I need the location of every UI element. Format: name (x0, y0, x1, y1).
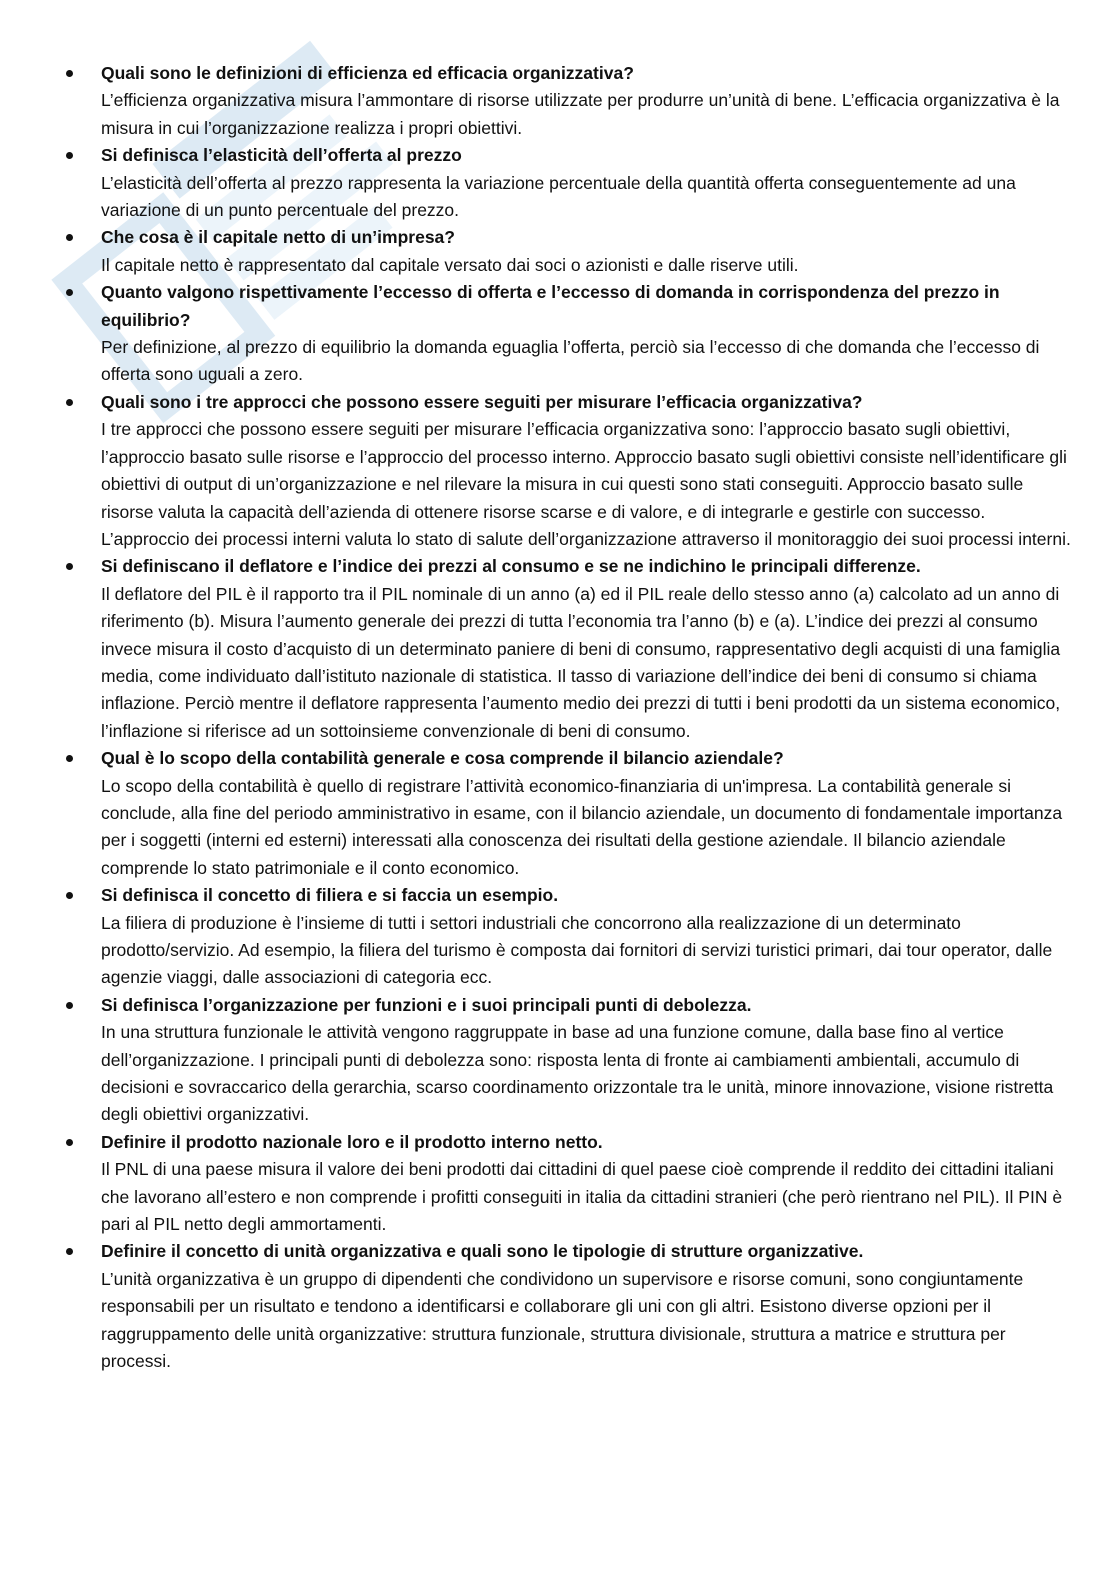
list-item (66, 745, 1076, 882)
bullet-icon (66, 1002, 73, 1009)
question-text: Si definiscano il deflatore e l’indice dei prezzi al consumo e se ne indichino le principali differenze. (101, 556, 921, 577)
list-item (66, 882, 1076, 992)
question-text: Si definisca il concetto di filiera e si faccia un esempio. (101, 885, 559, 906)
bullet-icon (66, 399, 73, 406)
bullet-icon (66, 289, 73, 296)
answer-text: I tre approcci che possono essere seguiti per misurare l’efficacia organizzativa sono: l’approccio basato sugli obiettivi, l’approccio basato sulle risorse e l’approccio del processo interno. Approccio basato sugli obiettivi consiste nell’identificare gli obiettivi di output di un’organizzazione e nel rilevare la misura in cui questi sono stati conseguiti. Approccio basato sulle risorse valuta la capacità dell’azienda di ottenere risorse scarse e di valore, e di integrarle e gestirle con successo. L’approccio dei processi interni valuta lo stato di salute dell’organizzazione attraverso il monitoraggio dei suoi processi interni. (101, 419, 1071, 549)
bullet-icon (66, 1139, 73, 1146)
answer-text: Lo scopo della contabilità è quello di registrare l’attività economico-finanziaria di un'impresa. La contabilità generale si conclude, alla fine del periodo amministrativo in esame, con il bilancio aziendale, un documento di fondamentale importanza per i soggetti (interni ed esterni) interessati alla conoscenza dei risultati della gestione aziendale. Il bilancio aziendale comprende lo stato patrimoniale e il conto economico. (101, 775, 1063, 878)
bullet-icon (66, 563, 73, 570)
answer-text: La filiera di produzione è l’insieme di tutti i settori industriali che concorrono alla realizzazione di un determinato prodotto/servizio. Ad esempio, la filiera del turismo è composta dai fornitori di servizi turistici primari, dai tour operator, dalle agenzie viaggi, dalle associazioni di categoria ecc. (101, 912, 1053, 988)
list-item (66, 1129, 1076, 1239)
bullet-icon (66, 152, 73, 159)
list-item (66, 992, 1076, 1129)
answer-text: L’elasticità dell’offerta al prezzo rappresenta la variazione percentuale della quantità offerta conseguentemente ad una variazione di un punto percentuale del prezzo. (101, 172, 1016, 221)
answer-text: Per definizione, al prezzo di equilibrio la domanda eguaglia l’offerta, perciò sia l’eccesso di che domanda che l’eccesso di offerta sono uguali a zero. (101, 337, 1040, 385)
question-text: Quali sono i tre approcci che possono essere seguiti per misurare l’efficacia organizzativa? (101, 391, 863, 412)
question-text: Che cosa è il capitale netto di un’impresa? (101, 227, 455, 248)
question-text: Quanto valgono rispettivamente l’eccesso di offerta e l’eccesso di domanda in corrispondenza del prezzo in equilibrio? (101, 282, 1000, 330)
list-item (66, 1238, 1076, 1375)
list-item (66, 60, 1076, 142)
answer-text: Il PNL di una paese misura il valore dei beni prodotti dai cittadini di quel paese cioè comprende il reddito dei cittadini italiani che lavorano all’estero e non comprende i profitti conseguiti in italia da cittadini stranieri (che però rientrano nel PIL). Il PIN è pari al PIL netto degli ammortamenti. (101, 1159, 1063, 1235)
question-text: Si definisca l’organizzazione per funzioni e i suoi principali punti di debolezza. (101, 994, 752, 1015)
question-text: Si definisca l’elasticità dell’offerta al prezzo (101, 145, 462, 166)
list-item (66, 142, 1076, 224)
bullet-icon (66, 755, 73, 762)
bullet-icon (66, 70, 73, 77)
question-text: Definire il prodotto nazionale loro e il prodotto interno netto. (101, 1131, 603, 1152)
question-text: Definire il concetto di unità organizzativa e quali sono le tipologie di strutture organizzative. (101, 1241, 864, 1262)
answer-text: L’unità organizzativa è un gruppo di dipendenti che condividono un supervisore e risorse comuni, sono congiuntamente responsabili per un risultato e tendono a identificarsi e collaborare gli uni con gli altri. Esistono diverse opzioni per il raggruppamento delle unità organizzative: struttura funzionale, struttura divisionale, struttura a matrice e struttura per processi. (101, 1268, 1024, 1372)
bullet-icon (66, 892, 73, 899)
list-item (66, 389, 1076, 553)
list-item (66, 224, 1076, 279)
question-text: Quali sono le definizioni di efficienza ed efficacia organizzativa? (101, 63, 634, 83)
bullet-icon (66, 234, 73, 241)
answer-text: Il deflatore del PIL è il rapporto tra il PIL nominale di un anno (a) ed il PIL reale dello stesso anno (a) calcolato ad un anno di riferimento (b). Misura l’aumento generale dei prezzi di tutta l’economia tra l’anno (b) e (a). L’indice dei prezzi al consumo invece misura il costo d’acquisto di un determinato paniere di beni di consumo, rappresentativo degli acquisti di una famiglia media, come individuato dall’istituto nazionale di statistica. Il tasso di variazione dell’indice dei beni di consumo si chiama inflazione. Perciò mentre il deflatore rappresenta l’aumento medio dei prezzi di tutti i beni prodotti da un sistema economico, l’inflazione si riferisce ad un sottoinsieme convenzionale di beni di consumo. (101, 583, 1061, 741)
answer-text: In una struttura funzionale le attività vengono raggruppate in base ad una funzione comune, dalla base fino al vertice dell’organizzazione. I principali punti di debolezza sono: risposta lenta di fronte ai cambiamenti ambientali, accumulo di decisioni e sovraccarico della gerarchia, scarso coordinamento orizzontale tra le unità, minore innovazione, visione ristretta degli obiettivi organizzativi. (101, 1022, 1054, 1125)
bullet-icon (66, 1248, 73, 1255)
list-item (66, 279, 1076, 389)
qa-list (66, 60, 1076, 1376)
list-item (66, 553, 1076, 745)
answer-text: L’efficienza organizzativa misura l’ammontare di risorse utilizzate per produrre un’unità di bene. L’efficacia organizzativa è la misura in cui l’organizzazione realizza i propri obiettivi. (101, 90, 1060, 138)
question-text: Qual è lo scopo della contabilità generale e cosa comprende il bilancio aziendale? (101, 748, 784, 769)
answer-text: Il capitale netto è rappresentato dal capitale versato dai soci o azionisti e dalle riserve utili. (101, 254, 799, 275)
